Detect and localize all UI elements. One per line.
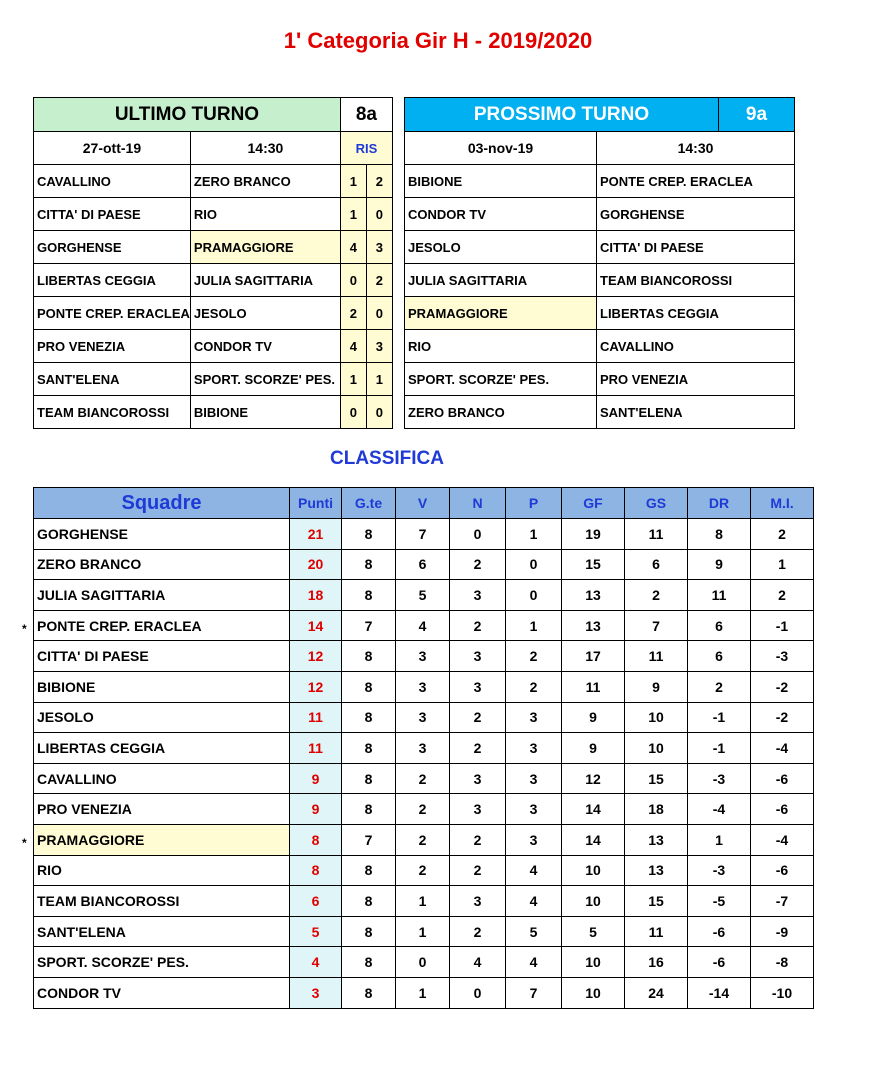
stat-dr: 2 [688,671,751,702]
points: 18 [290,580,342,611]
stat-mi: -3 [751,641,814,672]
standings-row [34,916,814,947]
next-round-match-row [405,198,795,231]
team-name: JULIA SAGITTARIA [34,580,290,611]
points: 6 [290,886,342,917]
stat-v: 7 [396,519,450,550]
stat-gs: 11 [625,641,688,672]
stat-g: 7 [342,610,396,641]
standings-row [34,977,814,1008]
stat-p: 3 [506,733,562,764]
column-header: GF [562,488,625,519]
standings-row [34,549,814,580]
away-team: PRAMAGGIORE [190,231,340,264]
points: 11 [290,733,342,764]
team-name: SANT'ELENA [34,916,290,947]
last-round-heading: ULTIMO TURNO [34,98,341,132]
standings-row [34,610,814,641]
stat-n: 3 [450,886,506,917]
stat-gs: 16 [625,947,688,978]
standings-row [34,763,814,794]
stat-mi: -2 [751,702,814,733]
stat-gs: 10 [625,733,688,764]
points: 3 [290,977,342,1008]
stat-gs: 24 [625,977,688,1008]
stat-g: 8 [342,763,396,794]
team-name: SPORT. SCORZE' PES. [34,947,290,978]
stat-mi: -6 [751,794,814,825]
column-header: V [396,488,450,519]
stat-p: 4 [506,947,562,978]
points: 20 [290,549,342,580]
points: 4 [290,947,342,978]
stat-dr: -6 [688,916,751,947]
stat-n: 3 [450,794,506,825]
stat-gs: 15 [625,886,688,917]
stat-dr: -1 [688,733,751,764]
points: 21 [290,519,342,550]
stat-v: 5 [396,580,450,611]
stat-dr: 1 [688,824,751,855]
team-name: PRAMAGGIORE [34,824,290,855]
next-round-match-row [405,165,795,198]
home-team: RIO [405,330,597,363]
standings-heading: CLASSIFICA [330,448,444,469]
stat-dr: 6 [688,641,751,672]
away-team: SANT'ELENA [597,396,795,429]
stat-v: 2 [396,855,450,886]
stat-gf: 13 [562,610,625,641]
column-header: GS [625,488,688,519]
stat-gf: 5 [562,916,625,947]
last-round-table [33,97,393,429]
column-header: G.te [342,488,396,519]
stat-p: 0 [506,549,562,580]
stat-gf: 14 [562,794,625,825]
stat-v: 2 [396,763,450,794]
points: 8 [290,824,342,855]
stat-p: 5 [506,916,562,947]
away-team: JULIA SAGITTARIA [190,264,340,297]
column-header: Punti [290,488,342,519]
home-team: GORGHENSE [34,231,191,264]
stat-dr: -3 [688,763,751,794]
stat-gf: 19 [562,519,625,550]
next-round-match-row [405,264,795,297]
home-goals: 1 [340,198,366,231]
stat-gf: 13 [562,580,625,611]
stat-dr: 8 [688,519,751,550]
stat-gs: 11 [625,519,688,550]
stat-gs: 7 [625,610,688,641]
next-round-match-row [405,297,795,330]
asterisk-marker: * [22,836,27,850]
stat-gs: 13 [625,824,688,855]
stat-p: 4 [506,855,562,886]
home-goals: 2 [340,297,366,330]
home-goals: 4 [340,231,366,264]
stat-gf: 10 [562,977,625,1008]
stat-gs: 9 [625,671,688,702]
column-header: P [506,488,562,519]
stat-dr: -3 [688,855,751,886]
stat-n: 2 [450,610,506,641]
page-title: 1' Categoria Gir H - 2019/2020 [283,28,593,53]
stat-p: 0 [506,580,562,611]
stat-v: 1 [396,977,450,1008]
last-round-time: 14:30 [190,132,340,165]
team-name: JESOLO [34,702,290,733]
standings-row [34,947,814,978]
stat-p: 1 [506,610,562,641]
away-team: PRO VENEZIA [597,363,795,396]
stat-gf: 9 [562,702,625,733]
stat-dr: -6 [688,947,751,978]
stat-dr: -4 [688,794,751,825]
stat-n: 3 [450,580,506,611]
away-team: CONDOR TV [190,330,340,363]
away-team: SPORT. SCORZE' PES. [190,363,340,396]
away-team: RIO [190,198,340,231]
stat-n: 2 [450,916,506,947]
home-team: CAVALLINO [34,165,191,198]
stat-g: 8 [342,977,396,1008]
team-name: ZERO BRANCO [34,549,290,580]
stat-n: 3 [450,763,506,794]
away-goals: 2 [366,264,392,297]
stat-gf: 10 [562,886,625,917]
away-team: ZERO BRANCO [190,165,340,198]
last-round-match-row [34,396,393,429]
away-goals: 2 [366,165,392,198]
home-goals: 1 [340,363,366,396]
stat-dr: -5 [688,886,751,917]
points: 12 [290,641,342,672]
stat-n: 0 [450,519,506,550]
away-team: JESOLO [190,297,340,330]
next-round-time: 14:30 [597,132,795,165]
last-round-date: 27-ott-19 [34,132,191,165]
team-name: LIBERTAS CEGGIA [34,733,290,764]
standings-row [34,733,814,764]
points: 14 [290,610,342,641]
stat-v: 6 [396,549,450,580]
away-team: GORGHENSE [597,198,795,231]
stat-p: 3 [506,702,562,733]
standings-row [34,794,814,825]
team-name: CAVALLINO [34,763,290,794]
stat-g: 8 [342,886,396,917]
stat-mi: -1 [751,610,814,641]
standings-row [34,886,814,917]
stat-n: 2 [450,702,506,733]
stat-gf: 17 [562,641,625,672]
stat-gf: 15 [562,549,625,580]
home-team: CONDOR TV [405,198,597,231]
next-round-date: 03-nov-19 [405,132,597,165]
stat-gs: 18 [625,794,688,825]
next-round-table [404,97,795,429]
column-header: M.I. [751,488,814,519]
standings-row [34,702,814,733]
next-round-match-row [405,231,795,264]
home-team: PONTE CREP. ERACLEA [34,297,191,330]
stat-gs: 6 [625,549,688,580]
last-round-match-row [34,264,393,297]
stat-n: 0 [450,977,506,1008]
stat-mi: -4 [751,733,814,764]
stat-v: 3 [396,733,450,764]
home-team: SPORT. SCORZE' PES. [405,363,597,396]
away-team: LIBERTAS CEGGIA [597,297,795,330]
points: 11 [290,702,342,733]
stat-gf: 9 [562,733,625,764]
stat-n: 4 [450,947,506,978]
team-name: BIBIONE [34,671,290,702]
stat-dr: 9 [688,549,751,580]
stat-n: 3 [450,641,506,672]
standings-row [34,641,814,672]
stat-v: 3 [396,671,450,702]
stat-g: 8 [342,794,396,825]
last-round-match-row [34,330,393,363]
home-team: PRO VENEZIA [34,330,191,363]
home-team: JESOLO [405,231,597,264]
stat-dr: 6 [688,610,751,641]
stat-mi: -2 [751,671,814,702]
away-team: CAVALLINO [597,330,795,363]
standings-row [34,580,814,611]
stat-n: 2 [450,824,506,855]
stat-gs: 13 [625,855,688,886]
stat-v: 3 [396,641,450,672]
stat-gs: 2 [625,580,688,611]
stat-p: 1 [506,519,562,550]
asterisk-marker: * [22,621,27,636]
team-name: RIO [34,855,290,886]
team-name: PRO VENEZIA [34,794,290,825]
home-team: CITTA' DI PAESE [34,198,191,231]
stat-n: 2 [450,855,506,886]
away-goals: 3 [366,330,392,363]
stat-g: 8 [342,702,396,733]
next-round-match-row [405,330,795,363]
stat-gf: 10 [562,855,625,886]
team-name: TEAM BIANCOROSSI [34,886,290,917]
last-round-number: 8a [340,98,392,132]
next-round-number: 9a [719,98,795,132]
stat-v: 4 [396,610,450,641]
away-team: BIBIONE [190,396,340,429]
points: 9 [290,763,342,794]
stat-mi: 1 [751,549,814,580]
home-goals: 0 [340,264,366,297]
home-team: BIBIONE [405,165,597,198]
stat-p: 7 [506,977,562,1008]
stat-g: 8 [342,947,396,978]
column-header: DR [688,488,751,519]
column-header: Squadre [34,488,290,519]
stat-gs: 10 [625,702,688,733]
away-team: PONTE CREP. ERACLEA [597,165,795,198]
stat-mi: -9 [751,916,814,947]
last-round-match-row [34,231,393,264]
home-team: LIBERTAS CEGGIA [34,264,191,297]
home-team: SANT'ELENA [34,363,191,396]
column-header: N [450,488,506,519]
stat-n: 3 [450,671,506,702]
last-round-match-row [34,363,393,396]
standings-row [34,855,814,886]
stat-v: 1 [396,886,450,917]
last-round-match-row [34,165,393,198]
team-name: CONDOR TV [34,977,290,1008]
home-team: PRAMAGGIORE [405,297,597,330]
team-name: GORGHENSE [34,519,290,550]
stat-p: 3 [506,824,562,855]
stat-p: 4 [506,886,562,917]
stat-gf: 12 [562,763,625,794]
standings-row [34,671,814,702]
stat-g: 8 [342,549,396,580]
next-round-heading: PROSSIMO TURNO [405,98,719,132]
points: 5 [290,916,342,947]
team-name: CITTA' DI PAESE [34,641,290,672]
stat-g: 8 [342,580,396,611]
last-round-match-row [34,198,393,231]
stat-g: 8 [342,671,396,702]
away-goals: 0 [366,297,392,330]
stat-g: 8 [342,855,396,886]
standings-row [34,519,814,550]
home-team: ZERO BRANCO [405,396,597,429]
home-team: JULIA SAGITTARIA [405,264,597,297]
stat-g: 8 [342,519,396,550]
stat-gf: 10 [562,947,625,978]
stat-v: 2 [396,824,450,855]
results-label: RIS [340,132,392,165]
standings-row [34,824,814,855]
stat-n: 2 [450,733,506,764]
stat-g: 8 [342,641,396,672]
stat-gs: 15 [625,763,688,794]
away-goals: 0 [366,396,392,429]
stat-p: 3 [506,794,562,825]
stat-p: 2 [506,671,562,702]
home-team: TEAM BIANCOROSSI [34,396,191,429]
stat-mi: -7 [751,886,814,917]
stat-mi: 2 [751,580,814,611]
team-name: PONTE CREP. ERACLEA [34,610,290,641]
stat-n: 2 [450,549,506,580]
stat-dr: 11 [688,580,751,611]
stat-gs: 11 [625,916,688,947]
away-goals: 1 [366,363,392,396]
home-goals: 4 [340,330,366,363]
stat-gf: 14 [562,824,625,855]
away-team: TEAM BIANCOROSSI [597,264,795,297]
stat-p: 3 [506,763,562,794]
stat-mi: 2 [751,519,814,550]
away-team: CITTA' DI PAESE [597,231,795,264]
stat-g: 7 [342,824,396,855]
stat-v: 0 [396,947,450,978]
stat-mi: -6 [751,855,814,886]
away-goals: 0 [366,198,392,231]
last-round-match-row [34,297,393,330]
stat-mi: -10 [751,977,814,1008]
stat-dr: -14 [688,977,751,1008]
stat-v: 3 [396,702,450,733]
stat-v: 2 [396,794,450,825]
points: 12 [290,671,342,702]
home-goals: 0 [340,396,366,429]
home-goals: 1 [340,165,366,198]
away-goals: 3 [366,231,392,264]
stat-g: 8 [342,916,396,947]
stat-dr: -1 [688,702,751,733]
stat-p: 2 [506,641,562,672]
stat-v: 1 [396,916,450,947]
stat-g: 8 [342,733,396,764]
stat-mi: -4 [751,824,814,855]
standings-table [33,487,814,1009]
stat-gf: 11 [562,671,625,702]
next-round-match-row [405,363,795,396]
points: 8 [290,855,342,886]
stat-mi: -6 [751,763,814,794]
stat-mi: -8 [751,947,814,978]
points: 9 [290,794,342,825]
next-round-match-row [405,396,795,429]
